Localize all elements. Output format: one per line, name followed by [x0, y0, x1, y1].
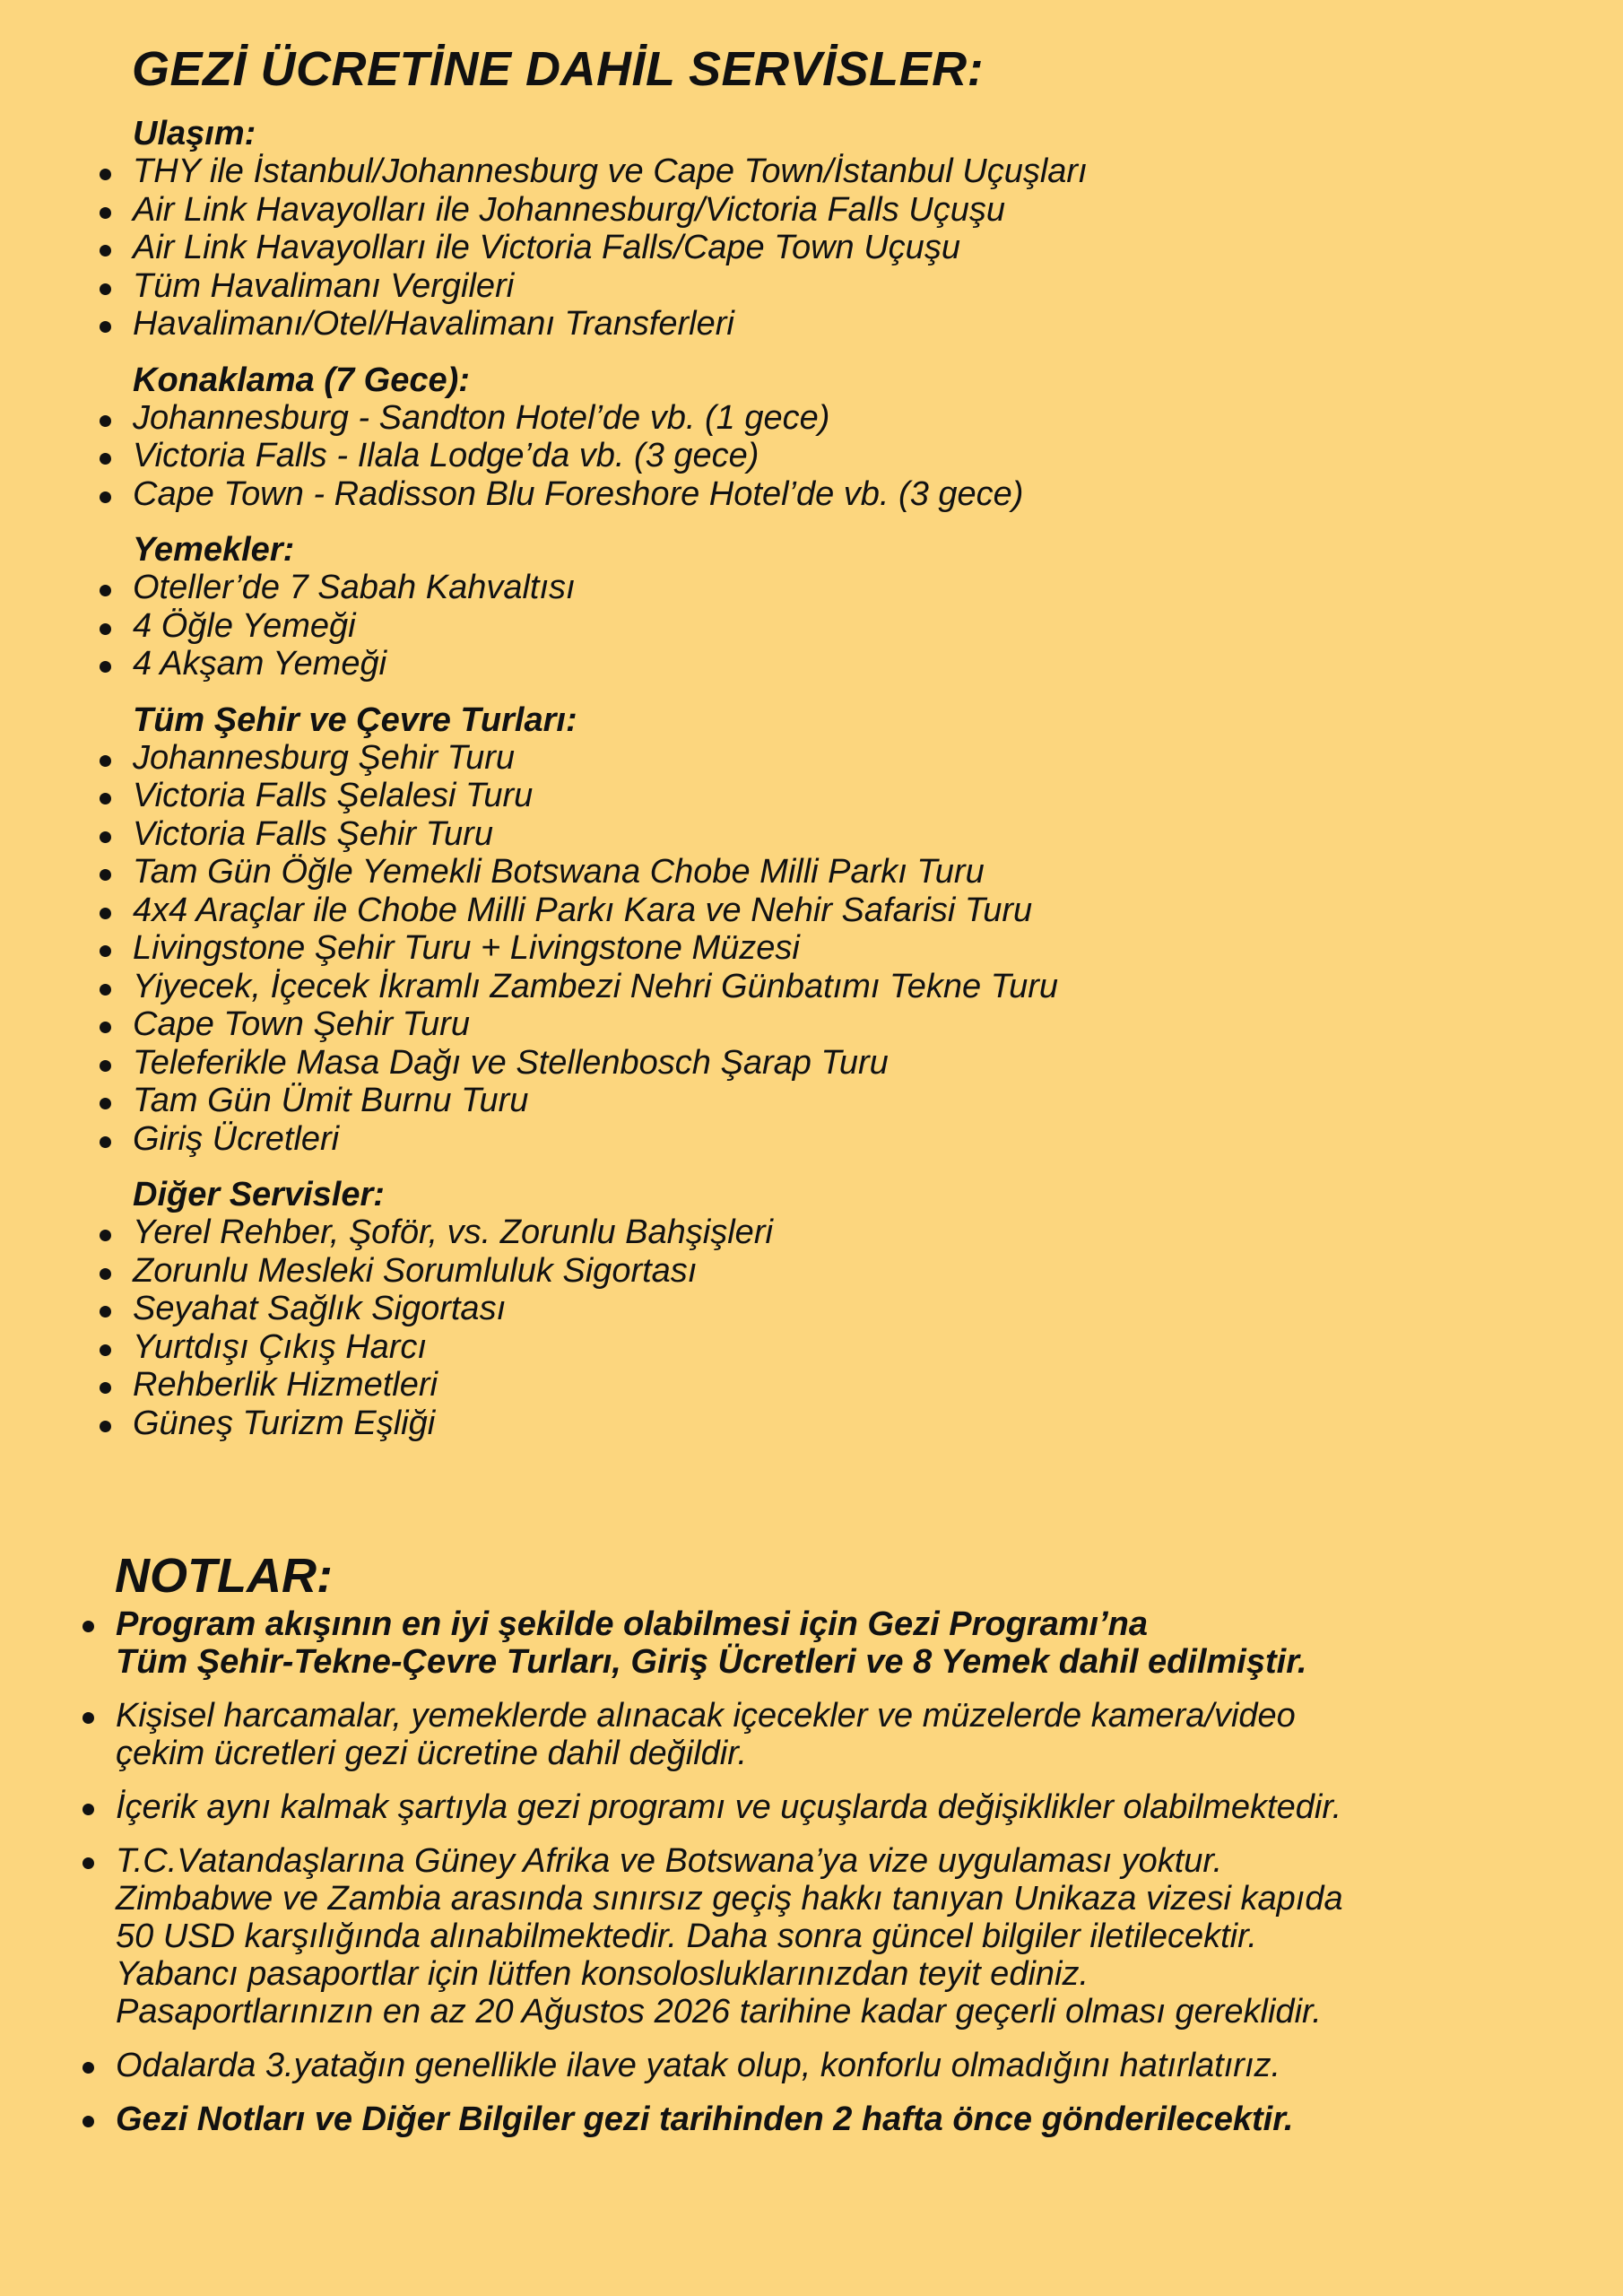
note-line: Tüm Şehir-Tekne-Çevre Turları, Giriş Ücretleri ve 8 Yemek dahil edilmiştir.: [116, 1643, 1307, 1681]
service-list: [0, 569, 1623, 683]
service-list: [0, 399, 1623, 514]
note-item: [0, 1605, 1623, 1681]
service-item: Johannesburg - Sandton Hotel’de vb. (1 gece): [0, 399, 1623, 438]
service-item: Yiyecek, İçecek İkramlı Zambezi Nehri Günbatımı Tekne Turu: [0, 968, 1623, 1006]
service-item: Rehberlik Hizmetleri: [0, 1366, 1623, 1405]
service-item: Cape Town Şehir Turu: [0, 1005, 1623, 1044]
section-diger-servisler: [0, 1176, 1623, 1442]
service-item: Johannesburg Şehir Turu: [0, 739, 1623, 778]
notes-title: NOTLAR:: [115, 1549, 333, 1603]
note-line: Kişisel harcamalar, yemeklerde alınacak içecekler ve müzelerde kamera/video: [116, 1697, 1296, 1735]
included-services: [0, 115, 1623, 1460]
note-line: çekim ücretleri gezi ücretine dahil değildir.: [116, 1735, 748, 1772]
service-item: Tam Gün Ümit Burnu Turu: [0, 1082, 1623, 1120]
note-line: Program akışının en iyi şekilde olabilmesi için Gezi Programı’na: [116, 1605, 1148, 1643]
section-tum-sehir-ve-cevre-turlari: [0, 701, 1623, 1159]
note-item: [0, 1788, 1623, 1826]
service-item: 4 Akşam Yemeği: [0, 645, 1623, 683]
service-item: Air Link Havayolları ile Victoria Falls/Cape Town Uçuşu: [0, 229, 1623, 267]
note-line: Odalarda 3.yatağın genellikle ilave yatak olup, konforlu olmadığını hatırlatırız.: [116, 2047, 1281, 2084]
service-item: Air Link Havayolları ile Johannesburg/Victoria Falls Uçuşu: [0, 191, 1623, 230]
service-item: Yurtdışı Çıkış Harcı: [0, 1328, 1623, 1367]
note-line: İçerik aynı kalmak şartıyla gezi programı ve uçuşlarda değişiklikler olabilmektedir.: [116, 1788, 1342, 1826]
service-item: Teleferikle Masa Dağı ve Stellenbosch Şarap Turu: [0, 1044, 1623, 1083]
section-ulasim: [0, 115, 1623, 344]
service-item: Tam Gün Öğle Yemekli Botswana Chobe Milli Parkı Turu: [0, 853, 1623, 891]
section-heading: Yemekler:: [133, 531, 295, 569]
note-line: Zimbabwe ve Zambia arasında sınırsız geçiş hakkı tanıyan Unikaza vizesi kapıda: [116, 1880, 1343, 1918]
note-item: [0, 1842, 1623, 2031]
service-item: Livingstone Şehir Turu + Livingstone Müzesi: [0, 929, 1623, 968]
service-item: Giriş Ücretleri: [0, 1120, 1623, 1159]
service-item: Havalimanı/Otel/Havalimanı Transferleri: [0, 305, 1623, 344]
section-heading: Ulaşım:: [133, 115, 256, 152]
service-item: Yerel Rehber, Şoför, vs. Zorunlu Bahşişleri: [0, 1213, 1623, 1252]
service-item: Tüm Havalimanı Vergileri: [0, 267, 1623, 306]
service-item: Seyahat Sağlık Sigortası: [0, 1290, 1623, 1328]
note-line: T.C.Vatandaşlarına Güney Afrika ve Botswana’ya vize uygulaması yoktur.: [116, 1842, 1223, 1880]
note-item: [0, 1697, 1623, 1772]
section-yemekler: [0, 531, 1623, 683]
service-item: Victoria Falls Şelalesi Turu: [0, 777, 1623, 815]
service-item: Oteller’de 7 Sabah Kahvaltısı: [0, 569, 1623, 607]
section-konaklama-7-gece: [0, 361, 1623, 514]
notes-list: [0, 1605, 1623, 2154]
section-heading: Konaklama (7 Gece):: [133, 361, 470, 399]
service-item: Zorunlu Mesleki Sorumluluk Sigortası: [0, 1252, 1623, 1291]
service-list: [0, 739, 1623, 1159]
service-item: 4x4 Araçlar ile Chobe Milli Parkı Kara ve Nehir Safarisi Turu: [0, 891, 1623, 930]
service-item: THY ile İstanbul/Johannesburg ve Cape Town/İstanbul Uçuşları: [0, 152, 1623, 191]
service-list: [0, 152, 1623, 344]
service-item: Güneş Turizm Eşliği: [0, 1405, 1623, 1443]
note-line: Pasaportlarınızın en az 20 Ağustos 2026 tarihine kadar geçerli olması gereklidir.: [116, 1993, 1322, 2031]
service-item: Victoria Falls Şehir Turu: [0, 815, 1623, 854]
service-item: Cape Town - Radisson Blu Foreshore Hotel’de vb. (3 gece): [0, 475, 1623, 514]
note-line: 50 USD karşılığında alınabilmektedir. Daha sonra güncel bilgiler iletilecektir.: [116, 1918, 1257, 1955]
service-item: 4 Öğle Yemeği: [0, 607, 1623, 646]
note-item: [0, 2047, 1623, 2084]
section-heading: Diğer Servisler:: [133, 1176, 385, 1213]
note-line: Gezi Notları ve Diğer Bilgiler gezi tarihinden 2 hafta önce gönderilecektir.: [116, 2100, 1294, 2138]
service-item: Victoria Falls - Ilala Lodge’da vb. (3 gece): [0, 437, 1623, 475]
page-title: GEZİ ÜCRETİNE DAHİL SERVİSLER:: [132, 42, 985, 96]
note-line: Yabancı pasaportlar için lütfen konsolosluklarınızdan teyit ediniz.: [116, 1955, 1089, 1993]
note-item: [0, 2100, 1623, 2138]
section-heading: Tüm Şehir ve Çevre Turları:: [133, 700, 577, 739]
service-list: [0, 1213, 1623, 1442]
